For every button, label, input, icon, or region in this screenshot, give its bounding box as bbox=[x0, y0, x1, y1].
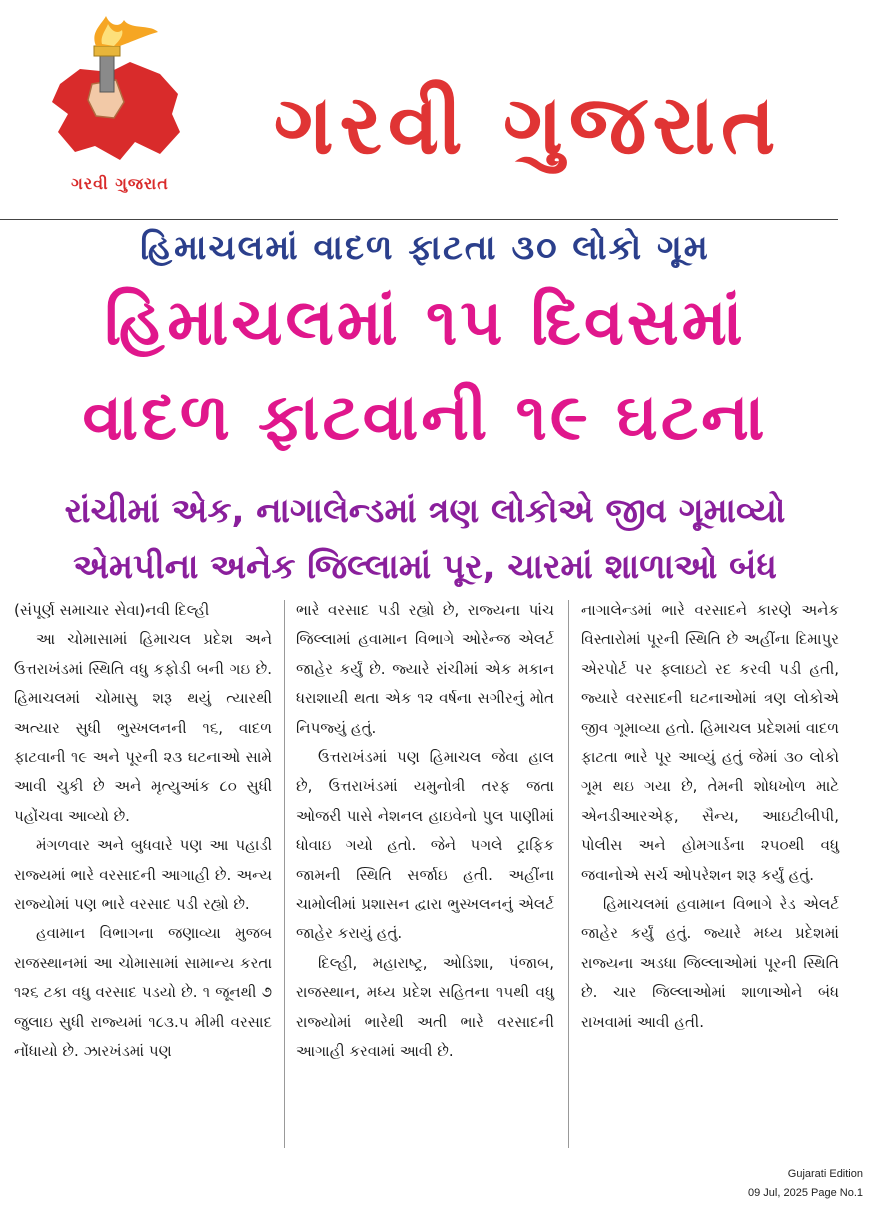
subhead-line-2: એમપીના અનેક જિલ્લામાં પૂર, ચારમાં શાળાઓ બંધ bbox=[73, 547, 777, 587]
headline-line-2: વાદળ ફાટવાની ૧૯ ઘટના bbox=[82, 381, 768, 455]
article-paragraph: દિલ્હી, મહારાષ્ટ્ર, ઓડિશા, પંજાબ, રાજસ્થાન, મધ્ય પ્રદેશ સહિતના ૧૫થી વધુ રાજ્યોમાં ભારેથી અતી ભારે વરસાદની આગાહી કરવામાં આવી છે. bbox=[296, 953, 554, 1061]
brand-title: ગરવી ગુજરાત bbox=[273, 78, 782, 173]
column-divider bbox=[568, 600, 569, 1148]
masthead bbox=[0, 0, 873, 220]
article-paragraph: ઉત્તરાખંડમાં પણ હિમાચલ જેવા હાલ છે, ઉત્તરાખંડમાં યમુનોત્રી તરફ જતા ઓજરી પાસે નેશનલ હાઇવેનો પુલ પાણીમાં ધોવાઇ ગયો હતો. જેને પગલે ટ્રાફિક જામની સ્થિતિ સર્જાઇ હતી. અહીંના ચામોલીમાં પ્રશાસન દ્વારા ભુસ્ખલનનું એલર્ટ જાહેર કરાયું હતું. bbox=[296, 748, 554, 943]
article-paragraph: મંગળવાર અને બુધવારે પણ આ પહાડી રાજ્યમાં ભારે વરસાદની આગાહી છે. અન્ય રાજ્યોમાં પણ ભારે વરસાદ પડી રહ્યો છે. bbox=[14, 836, 272, 914]
article-paragraph: ભારે વરસાદ પડી રહ્યો છે, રાજ્યના પાંચ જિલ્લામાં હવામાન વિભાગે ઓરેન્જ એલર્ટ જાહેર કર્યું છે. જ્યારે રાંચીમાં એક મકાન ધરાશાયી થતા એક ૧૨ વર્ષના સગીરનું મોત નિપજ્યું હતું. bbox=[296, 601, 554, 737]
article-kicker: હિમાચલમાં વાદળ ફાટતા ૩૦ લોકો ગૂમ bbox=[140, 228, 710, 268]
article-paragraph: હિમાચલમાં હવામાન વિભાગે રેડ એલર્ટ જાહેર કર્યું હતું. જ્યારે મધ્ય પ્રદેશમાં રાજ્યના અડધા જિલ્લાઓમાં પૂરની સ્થિતિ છે. ચાર જિલ્લાઓમાં શાળાઓને બંધ રાખવામાં આવી હતી. bbox=[581, 895, 839, 1031]
torch-over-gujarat-map-icon bbox=[40, 14, 200, 174]
date-page-label: 09 Jul, 2025 Page No.1 bbox=[748, 1187, 863, 1199]
article-paragraph: હવામાન વિભાગના જણાવ્યા મુજબ રાજસ્થાનમાં આ ચોમાસામાં સામાન્ય કરતા ૧૨૬ ટકા વધુ વરસાદ પડયો છે. ૧ જૂનથી ૭ જુલાઇ સુધી રાજ્યમાં ૧૮૩.૫ મીમી વરસાદ નોંધાયો છે. ઝારખંડમાં પણ bbox=[14, 924, 272, 1061]
logo bbox=[40, 14, 200, 204]
logo-caption: ગરવી ગુજરાત bbox=[71, 174, 169, 193]
article-column-2 bbox=[296, 596, 554, 1067]
headline-line-1: હિમાચલમાં ૧૫ દિવસમાં bbox=[104, 286, 746, 360]
article-paragraph: નાગાલેન્ડમાં ભારે વરસાદને કારણે અનેક વિસ્તારોમાં પૂરની સ્થિતિ છે અહીંના દિમાપુર એરપોર્ટ પર ફ્લાઇટો રદ કરવી પડી હતી, જ્યારે વરસાદની ઘટનાઓમાં ત્રણ લોકોએ જીવ ગૂમાવ્યા હતો. હિમાચલ પ્રદેશમાં વાદળ ફાટતા ભારે પૂર આવ્યું હતું જેમાં ૩૦ લોકો ગૂમ થઇ ગયા છે, તેમની શોધખોળ માટે એનડીઆરએફ, સૈન્ય, આઇટીબીપી, પોલીસ અને હોમગાર્ડના ૨૫૦થી વધુ જવાનોએ સર્ચ ઓપરેશન શરૂ કર્યું હતું. bbox=[581, 601, 839, 884]
article-column-1 bbox=[14, 596, 272, 1067]
article-paragraph: આ ચોમાસામાં હિમાચલ પ્રદેશ અને ઉત્તરાખંડમાં સ્થિતિ વધુ કફોડી બની ગઇ છે. હિમાચલમાં ચોમાસુ શરૂ થયું ત્યારથી અત્યાર સુધી ભુસ્ખલનની ૧૬, વાદળ ફાટવાની ૧૯ અને પૂરની ૨૩ ઘટનાઓ સામે આવી ચુકી છે અને મૃત્યુઆંક ૮૦ સુધી પહોંચવા આવ્યો છે. bbox=[14, 630, 272, 825]
masthead-divider bbox=[0, 219, 838, 220]
dateline: (સંપૂર્ણ સમાચાર સેવા)નવી દિલ્હી bbox=[14, 601, 210, 619]
column-divider bbox=[284, 600, 285, 1148]
edition-label: Gujarati Edition bbox=[787, 1168, 863, 1180]
subhead-line-1: રાંચીમાં એક, નાગાલેન્ડમાં ત્રણ લોકોએ જીવ ગૂમાવ્યો bbox=[64, 491, 786, 531]
article-column-3 bbox=[581, 596, 839, 1037]
